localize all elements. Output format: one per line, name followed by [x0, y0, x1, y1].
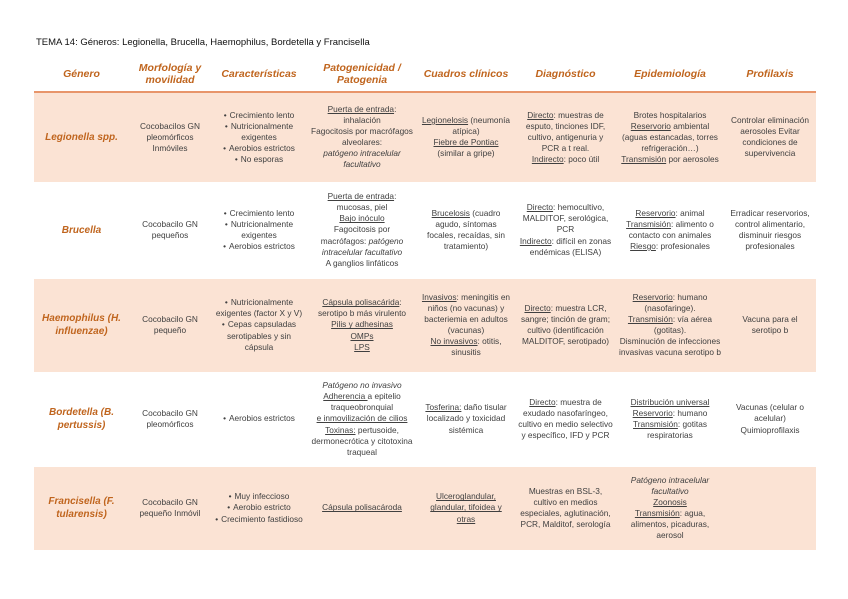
cell-text: : gotitas respiratorias	[647, 419, 707, 441]
cell-line	[619, 397, 721, 408]
cell-line	[619, 419, 721, 441]
cell-line	[310, 297, 414, 319]
cell-text: Fagocitosis por macrófagos:	[320, 224, 391, 246]
bullet-item: • No esporas	[214, 154, 304, 165]
pathogenicity-cell	[307, 278, 417, 372]
underlined-label: Fiebre de Pontiac	[433, 137, 499, 148]
header-morfologia: Morfología y movilidad	[129, 57, 211, 92]
cell-line	[420, 491, 512, 524]
cell-line	[310, 502, 414, 513]
diagnosis-cell	[515, 182, 616, 278]
cell-line	[310, 126, 414, 148]
bullet-list	[214, 110, 304, 165]
cell-line	[619, 219, 721, 241]
bullet-list	[214, 413, 304, 424]
underlined-label: Pilis y adhesinas	[331, 319, 393, 330]
underlined-label: Bajo inóculo	[339, 213, 385, 224]
cell-text: : serotipo b más virulento	[317, 297, 407, 319]
cell-line	[310, 413, 414, 424]
cell-line	[310, 319, 414, 330]
cell-text: : animal	[675, 207, 705, 218]
epidemiology-cell	[616, 466, 724, 550]
cell-line	[619, 154, 721, 165]
underlined-label: Toxinas:	[325, 424, 356, 435]
epidemiology-cell	[616, 278, 724, 372]
underlined-label: Indirecto	[531, 153, 564, 164]
morphology-cell: Cocobacilo GN pleomórficos	[129, 372, 211, 466]
genus-cell: Haemophilus (H. influenzae)	[34, 278, 129, 372]
bullet-item: • Aerobios estrictos	[214, 143, 304, 154]
bullet-item: • Crecimiento fastidioso	[214, 514, 304, 525]
pathogenicity-cell	[307, 466, 417, 550]
underlined-label: Adherencia	[323, 391, 368, 402]
genus-cell: Brucella	[34, 182, 129, 278]
diagnosis-cell	[515, 92, 616, 182]
cell-text: : vía aérea (gotitas).	[653, 313, 713, 335]
pathogenicity-cell	[307, 372, 417, 466]
cell-line	[619, 121, 721, 154]
cell-text: : muestras de esputo, tinciones IDF, cultivo, antigenuria y PCR a t real.	[525, 109, 606, 153]
cell-line	[420, 208, 512, 252]
underlined-label: Reservorio	[632, 407, 673, 418]
underlined-label: OMPs	[350, 330, 374, 341]
prophylaxis-cell: Erradicar reservorios, control alimentario, disminuir riesgos profesionales	[724, 182, 816, 278]
cell-line	[420, 336, 512, 358]
bullet-item: • Nutricionalmente exigentes	[214, 121, 304, 143]
cell-text: Disminución de infecciones invasivas vacuna serotipo b	[619, 336, 721, 358]
underlined-label: Riesgo	[630, 241, 656, 252]
cell-line	[310, 391, 414, 413]
clinical-cell	[417, 372, 515, 466]
italic-text: patógeno intracelular facultativo	[323, 148, 401, 170]
cell-text: Fagocitosis por macrófagos alveolares:	[311, 126, 413, 148]
document-title: TEMA 14: Géneros: Legionella, Brucella, Haemophilus, Bordetella y Francisella	[36, 37, 370, 48]
cell-line	[619, 336, 721, 358]
epidemiology-cell	[616, 372, 724, 466]
bullet-item: • Cepas capsuladas serotipables y sin cápsula	[214, 319, 304, 352]
bullet-item: • Aerobios estrictos	[214, 241, 304, 252]
cell-line	[619, 475, 721, 497]
clinical-cell	[417, 466, 515, 550]
underlined-label: Transmisión	[633, 419, 678, 429]
bullet-list	[214, 297, 304, 352]
underlined-label: Puerta de entrada	[327, 103, 395, 114]
pathogenicity-cell	[307, 182, 417, 278]
underlined-label: Directo	[529, 396, 556, 407]
italic-text: patógeno intracelular facultativo	[321, 235, 404, 257]
cell-text: : humano	[672, 407, 708, 418]
cell-line	[310, 104, 414, 126]
cell-text: : agua, alimentos, picaduras, aerosol	[630, 508, 710, 541]
prophylaxis-cell: Controlar eliminación aerosoles Evitar condiciones de supervivencia	[724, 92, 816, 182]
underlined-label: Brucelosis	[431, 207, 470, 218]
cell-text: (cuadro agudo, síntomas focales, recaídas, sin tratamiento)	[427, 207, 505, 252]
cell-text: : muestra LCR, sangre; tinción de gram; cultivo (identificación MALDITOF, serotipado)	[520, 302, 610, 347]
cell-line	[310, 331, 414, 342]
characteristics-cell	[211, 92, 307, 182]
cell-text: daño tisular localizado y toxicidad sistémica	[426, 402, 507, 435]
underlined-label: Reservorio	[632, 291, 673, 302]
header-diagnostico: Diagnóstico	[515, 57, 616, 92]
cell-text: : hemocultivo, MALDITOF, serológica, PCR	[522, 202, 609, 235]
prophylaxis-cell	[724, 466, 816, 550]
bullet-item: • Nutricionalmente exigentes	[214, 219, 304, 241]
cell-line	[310, 380, 414, 391]
epidemiology-cell	[616, 92, 724, 182]
underlined-label: Zoonosis	[653, 496, 687, 507]
underlined-label: Puerta de entrada	[327, 191, 395, 202]
cell-line	[619, 497, 721, 508]
table-row	[34, 372, 816, 466]
cell-text: : mucosas, piel	[336, 191, 397, 213]
table-row	[34, 92, 816, 182]
prophylaxis-cell: Vacunas (celular o acelular) Quimioprofilaxis	[724, 372, 816, 466]
bullet-list	[214, 208, 304, 252]
bullet-item: • Crecimiento lento	[214, 208, 304, 219]
cell-text: : poco útil	[563, 153, 600, 164]
clinical-cell	[417, 182, 515, 278]
header-epidemiologia: Epidemiología	[616, 57, 724, 92]
underlined-label: Cápsula polisacároda	[322, 502, 402, 513]
cell-text: pertusoide, dermonecrótica y citotoxina traqueal	[311, 424, 413, 457]
clinical-cell	[417, 92, 515, 182]
morphology-cell: Cocobacilo GN pequeño Inmóvil	[129, 466, 211, 550]
cell-line	[619, 208, 721, 219]
morphology-cell: Cocobacilos GN pleomórficos Inmóviles	[129, 92, 211, 182]
morphology-cell: Cocobacilo GN pequeños	[129, 182, 211, 278]
cell-text: : otitis, sinusitis	[451, 336, 502, 358]
underlined-label: Directo	[526, 202, 554, 213]
underlined-label: Legionelosis	[421, 115, 469, 126]
pathogenicity-cell	[307, 92, 417, 182]
cell-line	[310, 258, 414, 269]
cell-line	[619, 314, 721, 336]
cell-text: ambiental (aguas estancadas, torres refrigeración…)	[622, 120, 718, 153]
underlined-label: Distribución universal	[630, 396, 710, 407]
genera-table	[34, 57, 816, 551]
genus-cell: Bordetella (B. pertussis)	[34, 372, 129, 466]
cell-line	[518, 202, 613, 235]
header-genero: Género	[34, 57, 129, 92]
underlined-label: Transmisión	[627, 313, 673, 324]
diagnosis-cell	[515, 278, 616, 372]
header-row	[34, 57, 816, 92]
cell-line	[420, 292, 512, 336]
header-patogenicidad: Patogenicidad / Patogenia	[307, 57, 417, 92]
underlined-label: LPS	[354, 341, 370, 352]
characteristics-cell	[211, 372, 307, 466]
cell-line	[619, 292, 721, 314]
cell-line	[619, 508, 721, 541]
bullet-item: • Muy infeccioso	[214, 491, 304, 502]
diagnosis-cell	[515, 372, 616, 466]
characteristics-cell	[211, 278, 307, 372]
diagnosis-cell	[515, 466, 616, 550]
epidemiology-cell	[616, 182, 724, 278]
cell-line	[619, 110, 721, 121]
underlined-label: e inmovilización de cilios	[316, 413, 408, 424]
underlined-label: No invasivos	[430, 336, 478, 347]
underlined-label: Directo	[527, 109, 554, 120]
cell-text: Muestras en BSL-3, cultivo en medios especiales, aglutinación, PCR, Malditof, serología	[520, 485, 611, 530]
cell-line	[310, 425, 414, 458]
cell-text: : inhalación	[343, 103, 397, 126]
bullet-list	[214, 491, 304, 524]
morphology-cell: Cocobacilo GN pequeño	[129, 278, 211, 372]
underlined-label: Ulceroglandular, glandular, tifoidea y otras	[430, 491, 502, 524]
cell-line	[518, 303, 613, 347]
cell-line	[518, 110, 613, 154]
cell-text: : profesionales	[655, 241, 710, 252]
cell-line	[518, 154, 613, 165]
underlined-label: Reservorio	[635, 207, 676, 218]
underlined-label: Transmisión	[634, 508, 680, 518]
cell-line	[518, 397, 613, 441]
cell-text: : alimento o contacto con animales	[628, 218, 714, 240]
underlined-label: Tosferina:	[425, 402, 462, 413]
cell-line	[619, 241, 721, 252]
cell-text: a epitelio traqueobronquial	[330, 391, 401, 413]
header-caracteristicas: Características	[211, 57, 307, 92]
cell-line	[518, 486, 613, 530]
cell-line	[310, 191, 414, 213]
table-row	[34, 278, 816, 372]
underlined-label: Cápsula polisacárida	[322, 297, 400, 308]
cell-line	[518, 236, 613, 258]
cell-line	[310, 224, 414, 257]
underlined-label: Reservorio	[630, 120, 671, 131]
clinical-cell	[417, 278, 515, 372]
cell-text: : meningitis en niños (no vacunas) y bacteriemia en adultos (vacunas)	[424, 291, 511, 335]
header-profilaxis: Profilaxis	[724, 57, 816, 92]
italic-text: Patógeno intracelular facultativo	[630, 474, 710, 496]
characteristics-cell	[211, 182, 307, 278]
bullet-item: • Nutricionalmente exigentes (factor X y V)	[214, 297, 304, 319]
table-row	[34, 182, 816, 278]
genus-cell: Legionella spp.	[34, 92, 129, 182]
italic-text: Patógeno no invasivo	[322, 380, 402, 391]
underlined-label: Directo	[524, 302, 551, 313]
cell-text: (similar a gripe)	[437, 148, 495, 159]
cell-text: por aerosoles	[666, 153, 719, 164]
cell-text: : difícil en zonas endémicas (ELISA)	[529, 235, 612, 257]
bullet-item: • Crecimiento lento	[214, 110, 304, 121]
cell-line	[420, 137, 512, 159]
cell-text: : humano (nasofaringe).	[644, 291, 708, 313]
genus-cell: Francisella (F. tularensis)	[34, 466, 129, 550]
cell-text: (neumonía atípica)	[452, 115, 511, 137]
characteristics-cell	[211, 466, 307, 550]
underlined-label: Transmisión	[621, 153, 667, 164]
cell-line	[420, 115, 512, 137]
bullet-item: • Aerobio estricto	[214, 502, 304, 513]
cell-text: Brotes hospitalarios	[633, 109, 707, 120]
underlined-label: Transmisión	[626, 218, 671, 229]
cell-text: A ganglios linfáticos	[325, 257, 399, 268]
table-row	[34, 466, 816, 550]
prophylaxis-cell: Vacuna para el serotipo b	[724, 278, 816, 372]
underlined-label: Invasivos	[421, 291, 457, 302]
cell-line	[310, 213, 414, 224]
cell-line	[619, 408, 721, 419]
header-cuadros-clinicos: Cuadros clínicos	[417, 57, 515, 92]
table-body	[34, 92, 816, 550]
cell-text: : muestra de exudado nasofaríngeo, cultivo en medio selectivo y específico, IFD y PCR	[518, 396, 613, 441]
cell-line	[310, 148, 414, 170]
cell-line	[310, 342, 414, 353]
cell-line	[420, 402, 512, 435]
bullet-item: • Aerobios estrictos	[214, 413, 304, 424]
underlined-label: Indirecto	[519, 235, 552, 246]
